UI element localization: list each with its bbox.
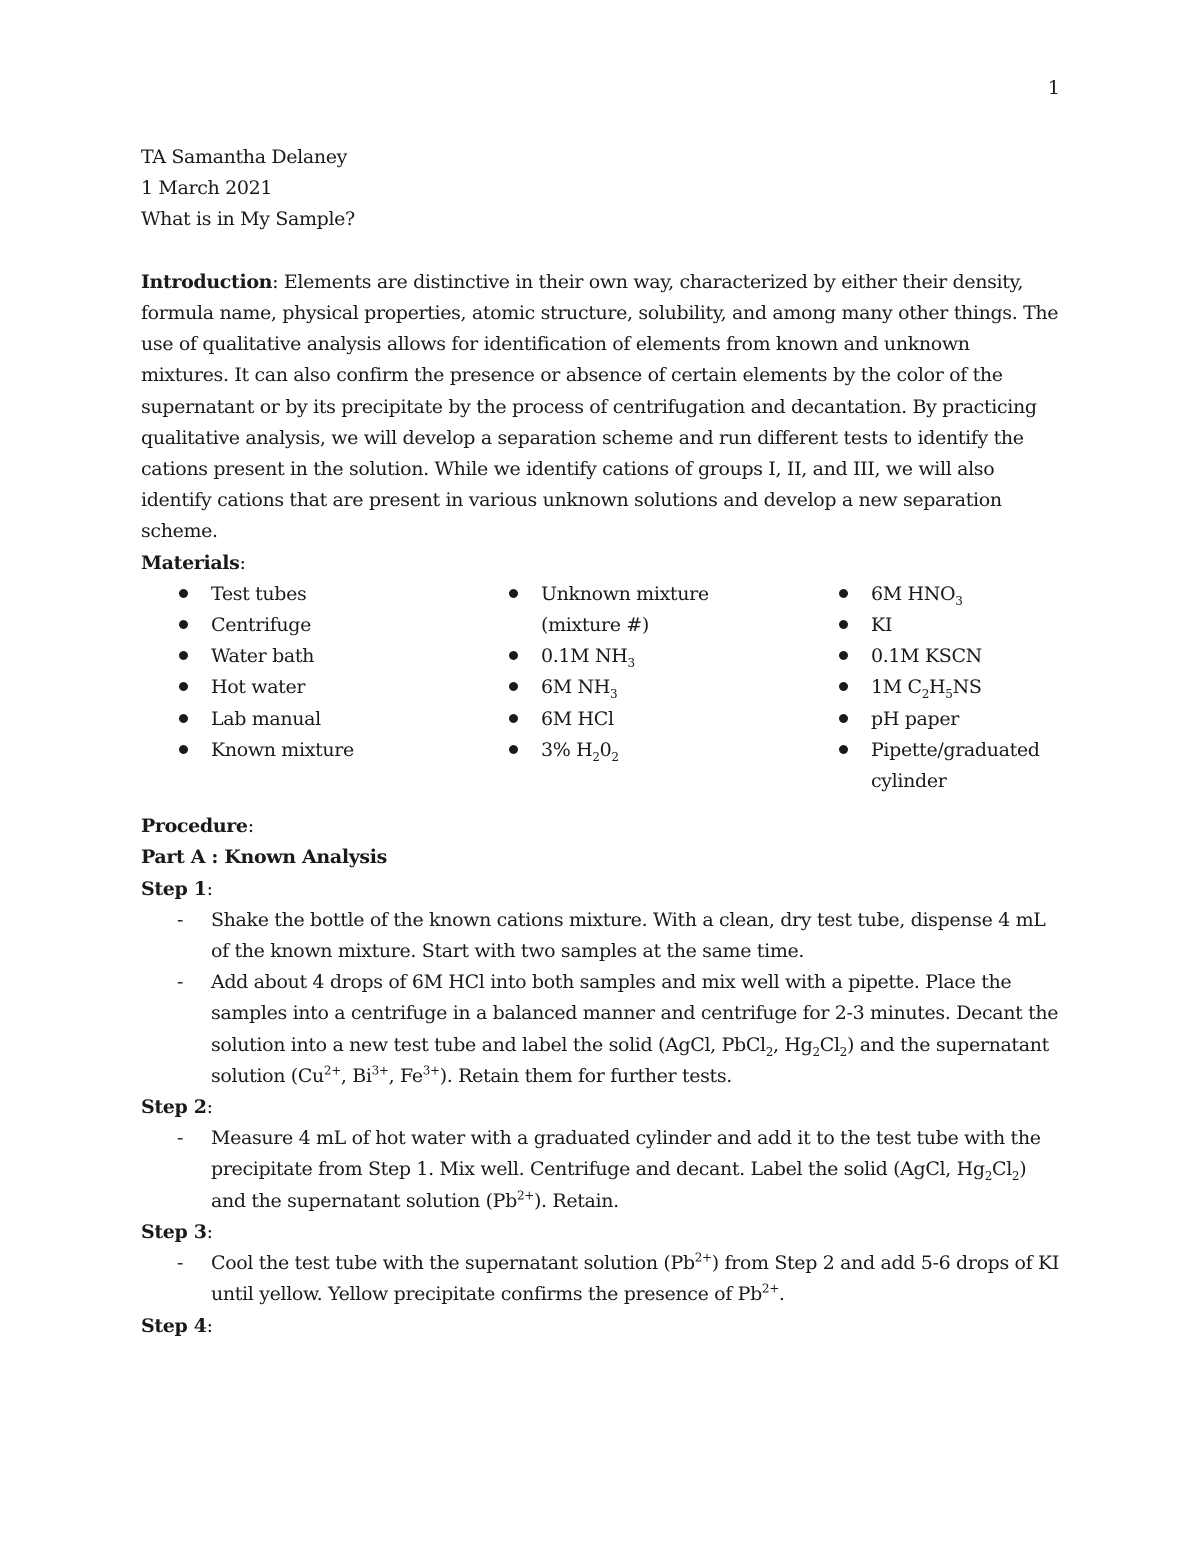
materials-heading-line [141,548,1061,579]
step-3-list [177,1248,1061,1310]
bullet-icon [507,579,519,610]
material-label: Pipette/graduated cylinder [871,738,1040,793]
step-2-heading [141,1092,1061,1123]
step-label: Step 1 [141,877,207,900]
bullet-icon [507,704,519,735]
step-1-list [177,905,1061,1092]
step-colon: : [206,1096,213,1119]
subscript: 3 [610,687,618,702]
material-label: H [929,676,946,699]
subscript: 2 [1011,1169,1020,1184]
step-text: Measure 4 mL of hot water with a graduated cylinder and add it to the test tube with the precipitate from Step 1. Mix well. Centrifuge and decant. Label the solid (AgCl, Hg [211,1127,1041,1181]
procedure-colon: : [247,815,254,838]
step-text: Add about 4 drops of 6M HCl into both samples and mix well with a pipette. Place the samples into a centrifuge in a balanced manner and centrifuge for 2-3 minutes. Decant the solution into a new test tube and label the solid (AgCl, PbCl [211,971,1059,1056]
material-label: 6M HCl [541,707,614,730]
list-item [177,579,507,610]
bullet-icon [837,672,849,703]
document-title: What is in My Sample? [141,208,355,231]
material-label: Water bath [211,645,315,668]
list-item [837,579,1097,610]
bullet-icon [177,579,189,610]
list-item [177,641,507,672]
step-text: ). Retain them for further tests. [439,1064,732,1087]
material-label: 6M NH [541,676,611,699]
date-line: 1 March 2021 [141,177,273,200]
step-1-heading [141,874,1061,905]
superscript: 3+ [371,1063,389,1078]
materials-list [177,579,1061,797]
list-item [507,704,837,735]
subscript: 2 [592,749,600,764]
step-text: ) and the supernatant solution (Pb [211,1158,1027,1212]
list-item [177,735,507,766]
step-label: Step 3 [141,1220,207,1243]
step-text: Cool the test tube with the supernatant solution (Pb [211,1252,695,1275]
procedure-heading: Procedure [141,815,248,838]
material-label: Centrifuge [211,614,311,637]
material-label: 6M HNO [871,582,956,605]
step-label: Step 4 [141,1314,207,1337]
superscript: 3+ [422,1063,440,1078]
step-text: Cl [992,1158,1012,1181]
superscript: 2+ [323,1063,341,1078]
document-body [141,142,1061,1342]
material-label: Hot water [211,676,306,699]
list-item [507,735,837,766]
bullet-icon [177,641,189,672]
bullet-icon [507,672,519,703]
introduction-text: : Elements are distinctive in their own way, characterized by either their density, formula name, physical properties, atomic structure, solubility, and among many other things. The use of qualitative analysis allows for identification of elements from known and unknown mixtures. It can also confirm the presence or absence of certain elements by the color of the supernatant or by its precipitate by the process of centrifugation and decantation. By practicing qualitative analysis, we will develop a separation scheme and run different tests to identify the cations present in the solution. While we identify cations of groups I, II, and III, we will also identify cations that are present in various unknown solutions and develop a new separation scheme. [141,270,1059,543]
material-label: 0 [599,738,612,761]
subscript: 3 [955,593,963,608]
subscript: 2 [765,1044,774,1059]
list-item [837,641,1097,672]
step-text: ). Retain. [533,1189,619,1212]
list-item [177,967,1061,1092]
dash-icon: - [177,1127,184,1150]
blank-line [141,236,1061,267]
ta-line: TA Samantha Delaney [141,146,348,168]
step-label: Step 2 [141,1096,207,1119]
bullet-icon [507,735,519,766]
step-2-list [177,1123,1061,1217]
step-4-heading [141,1311,1061,1342]
materials-colon: : [239,551,246,574]
step-colon: : [206,877,213,900]
subscript: 2 [984,1169,992,1184]
part-a-title: : Known Analysis [205,846,387,869]
list-item [837,672,1097,703]
step-text: . [778,1283,785,1306]
part-a-heading [141,842,1061,873]
step-text: , Fe [388,1064,423,1087]
list-item [837,610,1097,641]
subscript: 5 [945,687,953,702]
step-colon: : [206,1314,213,1337]
step-text: ) from Step 2 and add 5-6 drops of KI until yellow. Yellow precipitate confirms the presence of Pb [211,1252,1060,1306]
list-item [177,1248,1061,1310]
material-label: 0.1M KSCN [871,645,982,668]
part-a-label: Part A [141,846,206,869]
step-text: , Hg [773,1033,813,1056]
material-label: (mixture #) [541,614,649,637]
material-label: 3% H [541,738,593,761]
list-item [177,672,507,703]
material-label: NS [952,676,982,699]
material-label: KI [871,614,892,637]
introduction-paragraph [141,267,1061,548]
subscript: 2 [839,1044,847,1059]
step-3-heading [141,1217,1061,1248]
materials-column-1 [177,579,507,797]
list-item [177,610,507,641]
spacer [141,797,1061,811]
material-label: Lab manual [211,707,321,730]
material-label: 1M C [871,676,922,699]
bullet-icon [837,735,849,766]
bullet-icon [837,610,849,641]
dash-icon: - [177,908,184,931]
list-item [507,579,837,641]
material-label: Known mixture [211,738,354,761]
subscript: 2 [921,687,930,702]
bullet-icon [177,672,189,703]
introduction-heading: Introduction [141,270,273,293]
step-text: Shake the bottle of the known cations mixture. With a clean, dry test tube, dispense 4 mL of the known mixture. Start with two samples at the same time. [211,908,1046,963]
superscript: 2+ [761,1281,779,1296]
superscript: 2+ [694,1250,712,1265]
list-item [177,905,1061,967]
bullet-icon [177,610,189,641]
list-item [507,641,837,672]
list-item [837,704,1097,735]
dash-icon: - [177,1252,184,1275]
step-text: , Bi [340,1064,372,1087]
bullet-icon [837,641,849,672]
bullet-icon [507,641,519,672]
list-item [507,672,837,703]
subscript: 3 [627,656,635,671]
page-number: 1 [1047,77,1060,99]
dash-icon: - [177,971,184,994]
material-label: Unknown mixture [541,582,709,605]
bullet-icon [837,579,849,610]
material-label: pH paper [871,707,959,730]
bullet-icon [837,704,849,735]
list-item [177,1123,1061,1217]
material-label: 0.1M NH [541,645,628,668]
materials-column-2 [507,579,837,797]
materials-heading: Materials [141,551,240,574]
step-colon: : [206,1220,213,1243]
subscript: 2 [812,1044,820,1059]
step-text: ) and the supernatant solution (Cu [211,1033,1049,1087]
superscript: 2+ [516,1188,534,1203]
step-text: Cl [819,1033,840,1056]
subscript: 2 [611,749,619,764]
material-label: Test tubes [211,582,307,605]
bullet-icon [177,704,189,735]
procedure-heading-line [141,811,1061,842]
materials-column-3 [837,579,1097,797]
list-item [837,735,1097,797]
bullet-icon [177,735,189,766]
list-item [177,704,507,735]
